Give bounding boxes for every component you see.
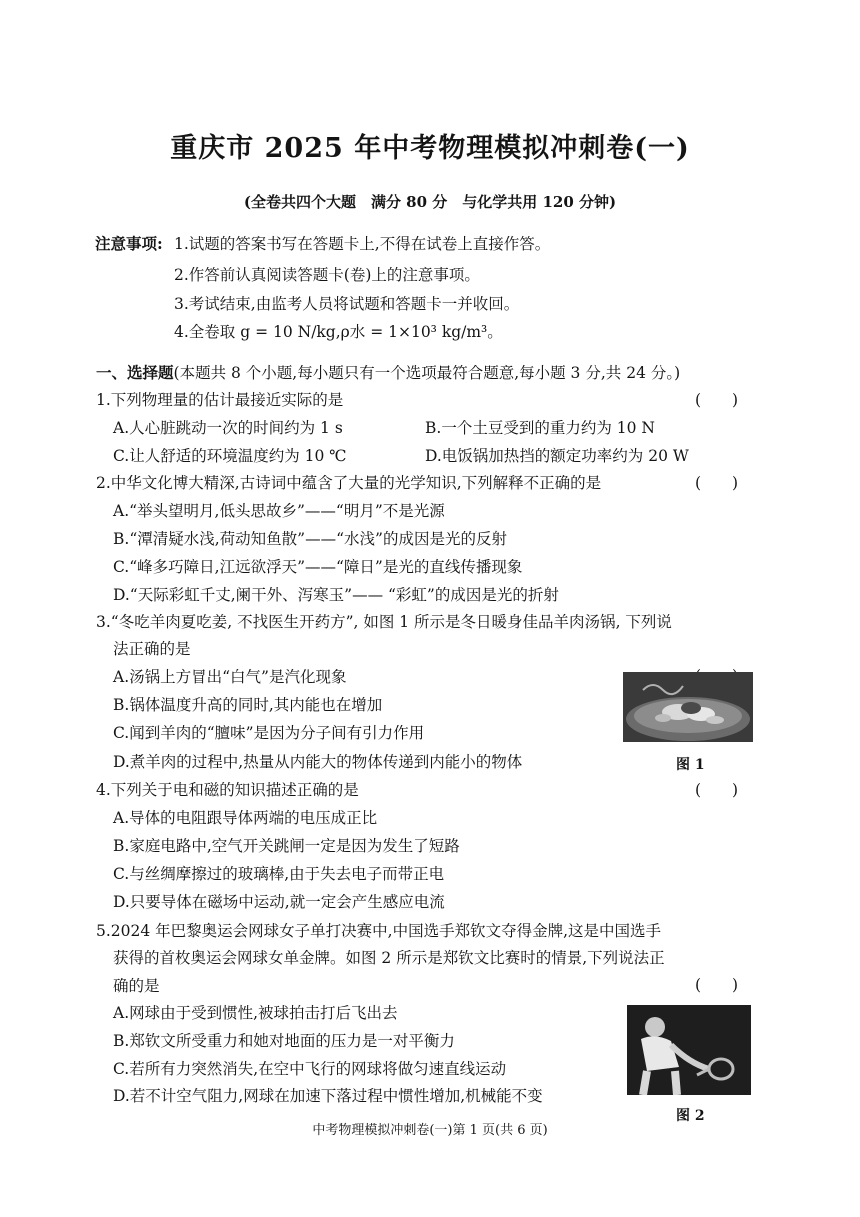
hotpot-photo — [623, 672, 753, 742]
option-a: A.导体的电阻跟导体两端的电压成正比 — [113, 809, 378, 827]
question-stem: 4.下列关于电和磁的知识描述正确的是 — [96, 781, 359, 799]
option-b: B.“潭清疑水浅,荷动知鱼散”——“水浅”的成因是光的反射 — [113, 530, 507, 548]
page-title: 重庆市 2025 年中考物理模拟冲刺卷(一) — [170, 133, 690, 164]
notes-label: 注意事项: — [95, 234, 163, 253]
option-b: B.一个土豆受到的重力约为 10 N — [425, 419, 655, 437]
option-a: A.“举头望明月,低头思故乡”——“明月”不是光源 — [113, 502, 445, 520]
question-stem: 5.2024 年巴黎奥运会网球女子单打决赛中,中国选手郑钦文夺得金牌,这是中国选手 — [96, 922, 662, 940]
answer-bracket: ( ) — [695, 474, 739, 492]
question-stem: 3.“冬吃羊肉夏吃姜, 不找医生开药方”, 如图 1 所示是冬日暖身佳品羊肉汤锅, 下列说 — [96, 613, 672, 631]
option-d: D.只要导体在磁场中运动,就一定会产生感应电流 — [113, 893, 445, 911]
option-d: D.煮羊肉的过程中,热量从内能大的物体传递到内能小的物体 — [113, 753, 523, 771]
option-b: B.锅体温度升高的同时,其内能也在增加 — [113, 696, 383, 714]
option-d: D.若不计空气阻力,网球在加速下落过程中惯性增加,机械能不变 — [113, 1087, 543, 1105]
question-stem-cont: 获得的首枚奥运会网球女单金牌。如图 2 所示是郑钦文比赛时的情景,下列说法正 — [113, 949, 665, 967]
question-stem: 1.下列物理量的估计最接近实际的是 — [96, 391, 344, 409]
option-c: C.让人舒适的环境温度约为 10 ℃ — [113, 447, 347, 465]
note-item: 1.试题的答案书写在答题卡上,不得在试卷上直接作答。 — [174, 235, 551, 253]
answer-bracket: ( ) — [695, 781, 739, 799]
option-a: A.网球由于受到惯性,被球拍击打后飞出去 — [113, 1004, 398, 1022]
option-b: B.家庭电路中,空气开关跳闸一定是因为发生了短路 — [113, 837, 460, 855]
note-item: 3.考试结束,由监考人员将试题和答题卡一并收回。 — [174, 295, 520, 313]
option-c: C.闻到羊肉的“膻味”是因为分子间有引力作用 — [113, 724, 425, 742]
figure-1-lamb-hotpot — [623, 672, 753, 742]
question-stem-cont: 确的是 — [113, 977, 160, 995]
note-item: 2.作答前认真阅读答题卡(卷)上的注意事项。 — [174, 266, 480, 284]
option-b: B.郑钦文所受重力和她对地面的压力是一对平衡力 — [113, 1032, 455, 1050]
option-a: A.人心脏跳动一次的时间约为 1 s — [113, 419, 343, 437]
option-c: C.“峰多巧障日,江远欲浮天”——“障日”是光的直线传播现象 — [113, 558, 523, 576]
question-stem: 2.中华文化博大精深,古诗词中蕴含了大量的光学知识,下列解释不正确的是 — [96, 474, 602, 492]
figure-2-caption: 图 2 — [676, 1108, 705, 1124]
figure-2-tennis-player — [627, 1005, 751, 1095]
answer-bracket: ( ) — [695, 976, 739, 994]
question-stem-cont: 法正确的是 — [113, 640, 191, 658]
page-footer: 中考物理模拟冲刺卷(一)第 1 页(共 6 页) — [312, 1123, 548, 1138]
option-d: D.电饭锅加热挡的额定功率约为 20 W — [425, 447, 689, 465]
option-a: A.汤锅上方冒出“白气”是汽化现象 — [113, 668, 347, 686]
option-c: C.若所有力突然消失,在空中飞行的网球将做匀速直线运动 — [113, 1060, 507, 1078]
answer-bracket: ( ) — [695, 391, 739, 409]
option-d: D.“天际彩虹千丈,阑干外、泻寒玉”—— “彩虹”的成因是光的折射 — [113, 586, 559, 604]
exam-subtitle: (全卷共四个大题 满分 80 分 与化学共用 120 分钟) — [243, 193, 617, 211]
note-item: 4.全卷取 g = 10 N/kg,ρ水 = 1×10³ kg/m³。 — [174, 323, 503, 341]
section-title: 一、选择题 — [96, 363, 174, 382]
section-instruction: (本题共 8 个小题,每小题只有一个选项最符合题意,每小题 3 分,共 24 分。) — [173, 364, 681, 382]
figure-1-caption: 图 1 — [676, 757, 705, 773]
section-heading — [96, 363, 680, 383]
tennis-photo — [627, 1005, 751, 1095]
option-c: C.与丝绸摩擦过的玻璃棒,由于失去电子而带正电 — [113, 865, 445, 883]
